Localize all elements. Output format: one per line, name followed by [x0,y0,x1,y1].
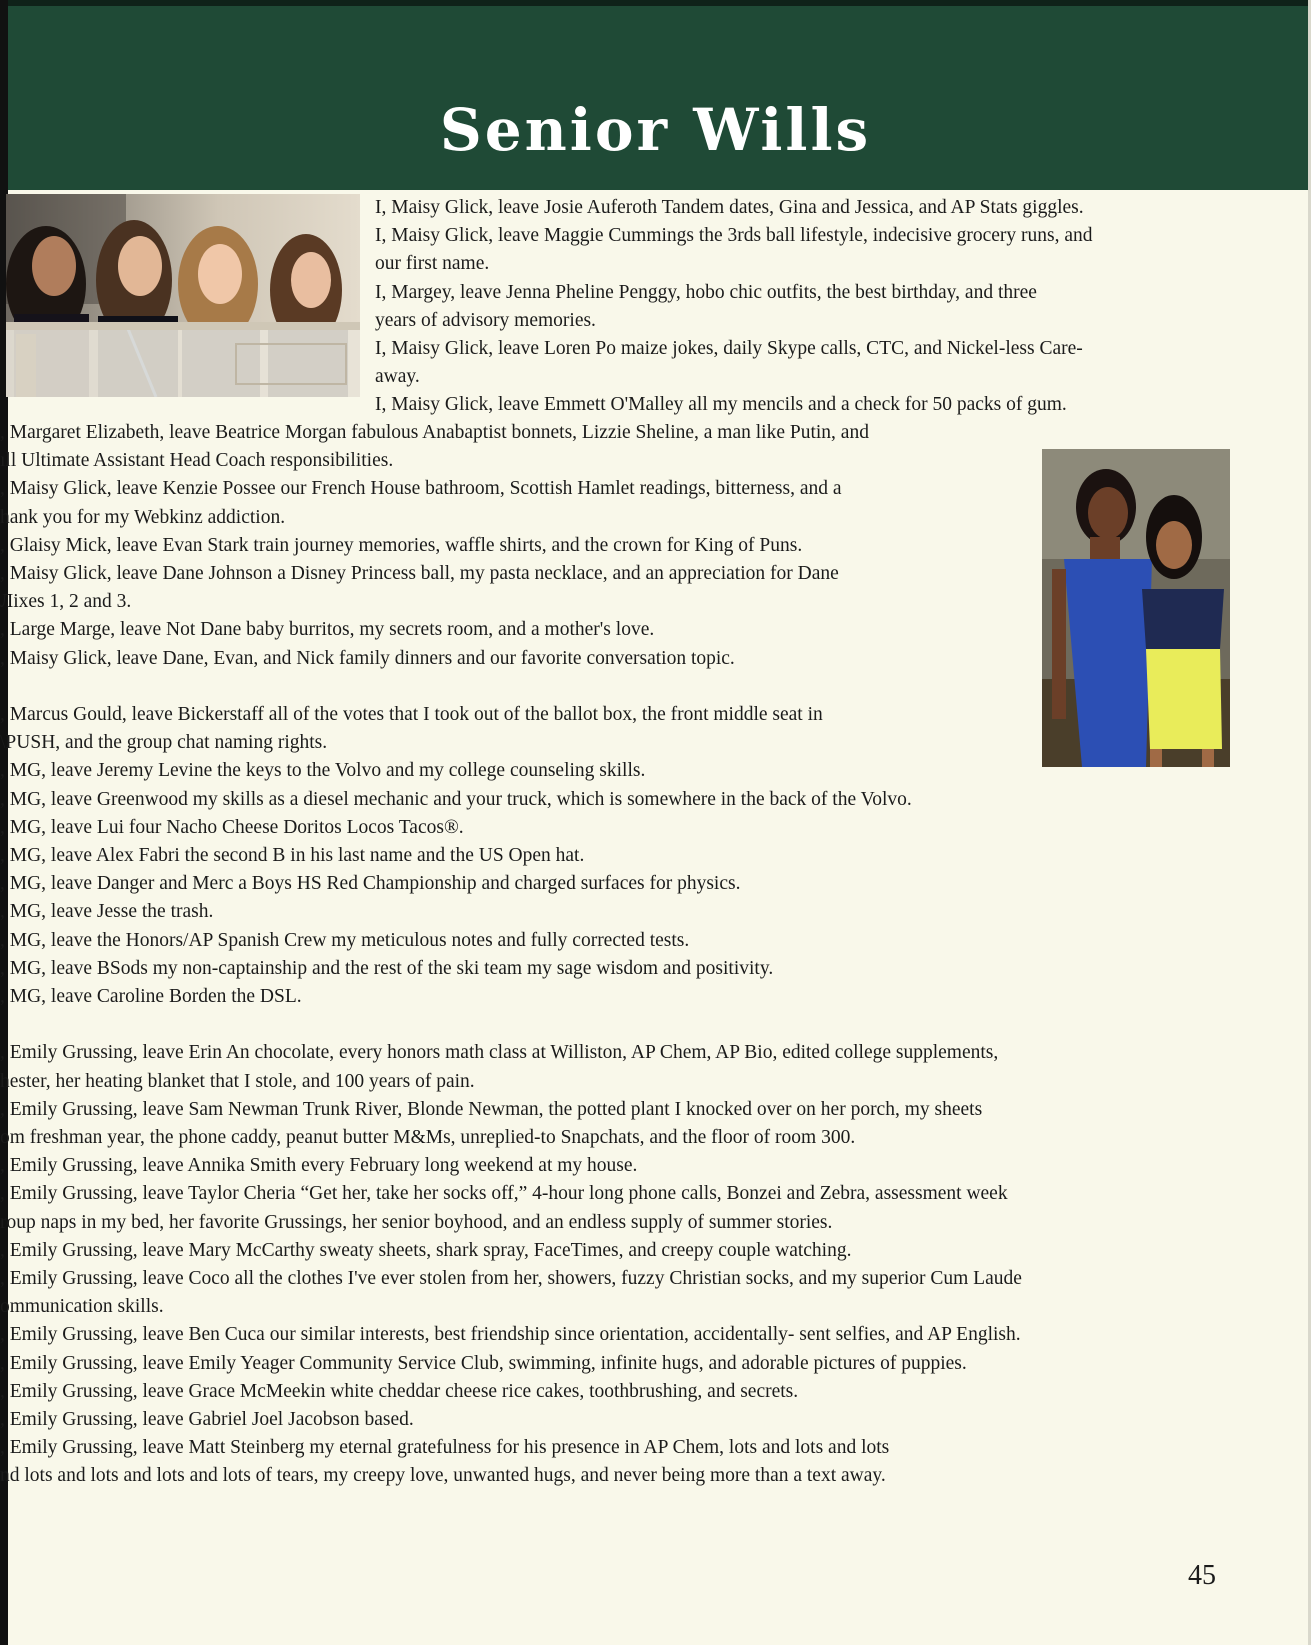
will-line: , Emily Grussing, leave Grace McMeekin white cheddar cheese rice cakes, toothbrushing, and secrets. [0,1380,799,1402]
will-line: , Marcus Gould, leave Bickerstaff all of the votes that I took out of the ballot box, the front middle seat in [0,704,823,726]
will-line: , MG, leave Jesse the trash. [0,901,214,923]
main-wills-text [0,419,1022,1491]
paragraph-gap [0,673,1022,701]
will-line: ıll Ultimate Assistant Head Coach responsibilities. [0,450,394,472]
will-line: , Emily Grussing, leave Mary McCarthy sweaty sheets, shark spray, FaceTimes, and creepy couple watching. [0,1239,852,1261]
will-line: , Emily Grussing, leave Coco all the clothes I've ever stolen from her, showers, fuzzy Christian socks, and my superior Cum Laude [0,1268,1022,1290]
will-line: years of advisory memories. [375,309,596,331]
will-line: , Maisy Glick, leave Kenzie Possee our French House bathroom, Scottish Hamlet readings, bitterness, and a [0,478,842,500]
will-line: , Emily Grussing, leave Annika Smith every February long weekend at my house. [0,1155,638,1177]
header-top-edge [0,0,1311,6]
page-title: Senior Wills [439,96,872,164]
will-line: , Maisy Glick, leave Dane, Evan, and Nick family dinners and our favorite conversation topic. [0,647,735,669]
will-line: away. [375,366,420,388]
will-line: om freshman year, the phone caddy, peanut butter M&Ms, unreplied-to Snapchats, and the floor of room 300. [0,1127,856,1149]
will-line: I, Maisy Glick, leave Emmett O'Malley all my mencils and a check for 50 packs of gum. [375,394,1067,416]
will-line: , Emily Grussing, leave Matt Steinberg my eternal gratefulness for his presence in AP Chem, lots and lots and lots [0,1437,890,1459]
will-line: , Margaret Elizabeth, leave Beatrice Morgan fabulous Anabaptist bonnets, Lizzie Sheline, a man like Putin, and [0,422,869,443]
will-line: I, Maisy Glick, leave Maggie Cummings the 3rds ball lifestyle, indecisive grocery runs, and [375,225,1093,247]
will-line: our first name. [375,253,490,275]
will-line: , MG, leave Jeremy Levine the keys to the Volvo and my college counseling skills. [0,760,646,782]
will-line: , Emily Grussing, leave Sam Newman Trunk River, Blonde Newman, the potted plant I knocked over on her porch, my sheets [0,1098,983,1120]
will-line: , Emily Grussing, leave Ben Cuca our similar interests, best friendship since orientation, accidentally- sent selfies, and AP English. [0,1324,1021,1346]
will-line: nd lots and lots and lots and lots of tears, my creepy love, unwanted hugs, and never being more than a text away. [0,1465,886,1487]
will-line: , MG, leave the Honors/AP Spanish Crew my meticulous notes and fully corrected tests. [0,929,690,951]
will-line: , MG, leave Alex Fabri the second B in his last name and the US Open hat. [0,845,585,867]
top-wills-text [375,194,1093,420]
students-photo [6,194,360,397]
page-number: 45 [1188,1560,1216,1591]
header-banner [0,0,1311,190]
will-line: ommunication skills. [0,1296,164,1318]
will-line: , MG, leave BSods my non-captainship and the rest of the ski team my sage wisdom and positivity. [0,957,774,979]
will-line: \PUSH, and the group chat naming rights. [0,732,328,754]
will-line: hank you for my Webkinz addiction. [0,506,286,528]
will-line: , MG, leave Danger and Merc a Boys HS Red Championship and charged surfaces for physics. [0,873,741,895]
will-line: I, Margey, leave Jenna Pheline Penggy, hobo chic outfits, the best birthday, and three [375,281,1037,303]
will-line: I, Maisy Glick, leave Loren Po maize jokes, daily Skype calls, CTC, and Nickel-less Care- [375,338,1083,360]
will-line: , MG, leave Caroline Borden the DSL. [0,986,302,1008]
will-line: Лixes 1, 2 and 3. [0,591,132,613]
friends-photo [1042,449,1230,767]
will-line: , Emily Grussing, leave Taylor Cheria “Get her, take her socks off,” 4-hour long phone calls, Bonzei and Zebra, assessment week [0,1183,1008,1205]
will-line: , Glaisy Mick, leave Evan Stark train journey memories, waffle shirts, and the crown for King of Puns. [0,534,803,556]
will-line: , Maisy Glick, leave Dane Johnson a Disney Princess ball, my pasta necklace, and an appreciation for Dane [0,563,839,585]
will-line: , MG, leave Lui four Nacho Cheese Doritos Locos Tacos®. [0,816,464,838]
will-line: roup naps in my bed, her favorite Grussings, her senior boyhood, and an endless supply of summer stories. [0,1211,833,1233]
will-line: , Emily Grussing, leave Erin An chocolate, every honors math class at Williston, AP Chem, AP Bio, edited college supplements, [0,1042,999,1064]
will-line: hester, her heating blanket that I stole, and 100 years of pain. [0,1070,475,1092]
will-line: , Emily Grussing, leave Emily Yeager Community Service Club, swimming, infinite hugs, and adorable pictures of puppies. [0,1352,967,1374]
will-line: , Emily Grussing, leave Gabriel Joel Jacobson based. [0,1409,414,1431]
will-line: , MG, leave Greenwood my skills as a diesel mechanic and your truck, which is somewhere in the back of the Volvo. [0,788,912,810]
will-line: I, Maisy Glick, leave Josie Auferoth Tandem dates, Gina and Jessica, and AP Stats giggles. [375,197,1084,218]
will-line: , Large Marge, leave Not Dane baby burritos, my secrets room, and a mother's love. [0,619,655,641]
paragraph-gap [0,1011,1022,1039]
